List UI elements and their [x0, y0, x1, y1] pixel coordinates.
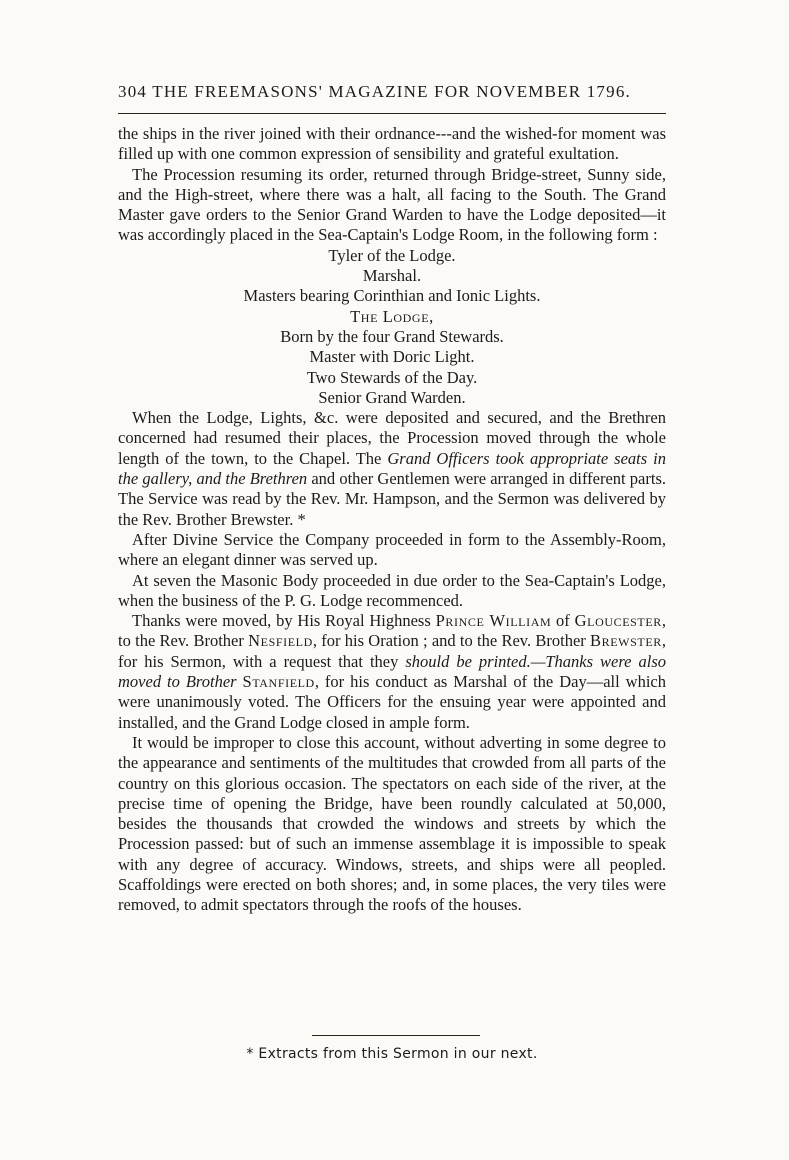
paragraph-6-text: of: [551, 611, 575, 631]
footnote-rule: [312, 1035, 480, 1036]
procession-line: Masters bearing Corinthian and Ionic Lights.: [243, 286, 541, 306]
paragraph-7: It would be improper to close this account, without adverting in some degree to the appearance and sentiments of the multitudes that crowded from all parts of the country on this glorious occasion. The spectators on each side of the river, at the precise time of opening the Bridge, have been roundly calculated at 50,000, besides the thousands that crowded the windows and streets by which the Procession passed: but of such an immense assemblage it is impossible to speak with any degree of accuracy. Windows, streets, and ships were all peopled. Scaffoldings were erected on both shores; and, in some places, the very tiles were removed, to admit spectators through the roofs of the houses.: [118, 732, 666, 915]
paragraph-1: the ships in the river joined with their ordnance---and the wished-for moment was filled up with one common expression of sensibility and grateful exultation.: [118, 124, 666, 164]
name-nesfield: Nesfield: [248, 631, 313, 651]
paragraph-3-part-c: and other Gentlemen were arranged in different parts. The Service was read by the Rev. Mr. Hampson, and the Sermon was delivered by the Rev. Brother Brewster. *: [118, 469, 666, 529]
name-prince-william: Prince William: [435, 611, 552, 631]
article-body: [118, 124, 666, 916]
paragraph-6-text: , for his Oration ; and to the Rev. Brother: [312, 631, 591, 651]
running-header: 304 THE FREEMASONS' MAGAZINE FOR NOVEMBER 1796.: [118, 82, 631, 101]
paragraph-6-text: Thanks were moved, by His Royal Highness: [132, 611, 436, 631]
procession-line: Marshal.: [362, 266, 422, 286]
procession-line: The Lodge,: [350, 306, 434, 326]
procession-line: Born by the four Grand Stewards.: [280, 326, 504, 346]
paragraph-6-text: , for his Sermon, with a request that they: [118, 631, 666, 671]
paragraph-6-text: , for his conduct as Marshal of the Day—all which were unanimously voted. The Officers for the ensuing year were appointed and installed, and the Grand Lodge closed in ample form.: [118, 672, 666, 732]
paragraph-4: After Divine Service the Company proceeded in form to the Assembly-Room, where an elegant dinner was served up.: [118, 529, 666, 570]
footnote: * Extracts from this Sermon in our next.: [246, 1046, 538, 1062]
name-gloucester: Gloucester: [574, 611, 662, 631]
paragraph-3-part-a: When the Lodge, Lights, &c. were deposited and secured, and the Brethren concerned had resumed their places, the Procession moved through the whole length of the town, to the Chapel. The: [118, 408, 666, 468]
paragraph-5: At seven the Masonic Body proceeded in due order to the Sea-Captain's Lodge, when the business of the P. G. Lodge recommenced.: [118, 570, 666, 610]
procession-line: Two Stewards of the Day.: [306, 367, 478, 387]
paragraph-2: The Procession resuming its order, returned through Bridge-street, Sunny side, and the High-street, where there was a halt, all facing to the South. The Grand Master gave orders to the Senior Grand Warden to have the Lodge deposited—it was accordingly placed in the Sea-Captain's Lodge Room, in the following form :: [118, 164, 666, 245]
name-brewster: Brewster: [590, 631, 662, 651]
paragraph-6: [118, 611, 666, 733]
header-rule: [118, 113, 666, 114]
procession-list: [118, 246, 666, 408]
paragraph-6-italic: should be printed.—Thanks were also moved to Brother: [118, 651, 666, 692]
name-stanfield: Stanfield: [242, 672, 315, 692]
procession-line: Senior Grand Warden.: [318, 387, 466, 407]
paragraph-6-text: , to the Rev. Brother: [118, 611, 666, 651]
procession-line: Master with Doric Light.: [309, 347, 475, 367]
procession-line: Tyler of the Lodge.: [328, 245, 456, 265]
paragraph-3: [118, 408, 666, 530]
paragraph-3-italic: Grand Officers took appropriate seats in the gallery, and the Brethren: [118, 448, 666, 489]
